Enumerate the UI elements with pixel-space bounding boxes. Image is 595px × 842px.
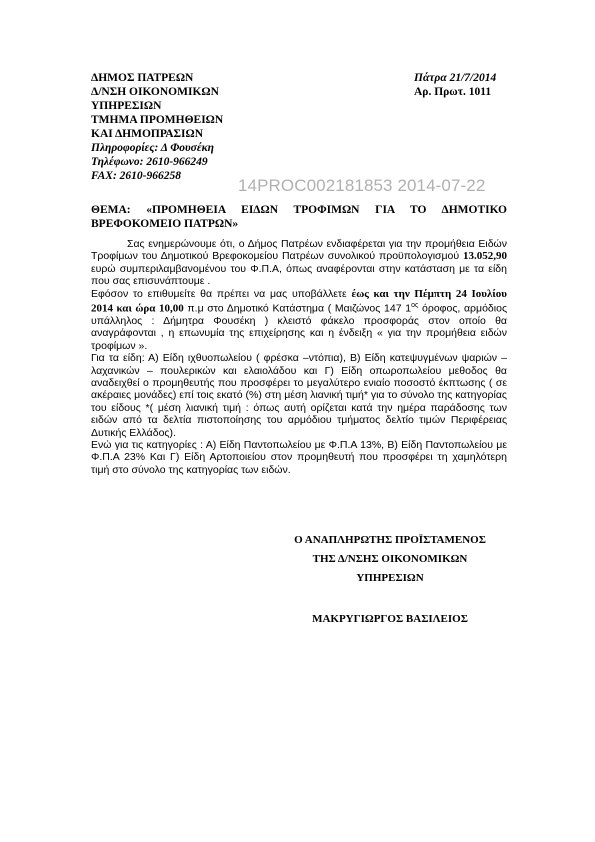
subject-line: ΘΕΜΑ: «ΠΡΟΜΗΘΕΙΑ ΕΙΔΩΝ ΤΡΟΦΙΜΩΝ ΓΙΑ ΤΟ ΔΗΜΟΤΙΚΟ ΒΡΕΦΟΚΟΜΕΙΟ ΠΑΤΡΩΝ» (91, 204, 507, 230)
signer-name: ΜΑΚΡΥΓΙΩΡΓΟΣ ΒΑΣΙΛΕΙΟΣ (312, 613, 468, 625)
intro-text-b: ευρώ συμπεριλαμβανομένου του Φ.Π.Α, όπως αναφέρονται στην κατάσταση με τα είδη που σας επισυνάπτουμε . (91, 262, 507, 288)
issuer-block (91, 71, 223, 141)
signature-title-line: Ο ΑΝΑΠΛΗΡΩΤΗΣ ΠΡΟΪΣΤΑΜΕΝΟΣ (294, 534, 486, 546)
submission-deadline: έως και την Πέμπτη 24 Ιουλίου 2014 και ώρα 10,00 (91, 287, 507, 315)
paragraph-submission (91, 288, 507, 353)
ada-stamp: 14PROC002181853 2014-07-22 (238, 176, 486, 195)
protocol-number: Αρ. Πρωτ. 1011 (414, 86, 492, 98)
place-date: Πάτρα 21/7/2014 (414, 72, 497, 84)
signature-title-line: ΤΗΣ Δ/ΝΣΗΣ ΟΙΚΟΝΟΜΙΚΩΝ (312, 553, 468, 565)
floor-superscript: ος (411, 302, 419, 310)
issuer-line: ΚΑΙ ΔΗΜΟΠΡΑΣΙΩΝ (91, 128, 204, 140)
budget-amount: 13.052,90 (463, 250, 507, 263)
date-protocol-block (414, 71, 496, 99)
issuer-line: ΤΜΗΜΑ ΠΡΟΜΗΘΕΙΩΝ (91, 114, 224, 126)
contact-fax: FAX: 2610-966258 (91, 170, 181, 182)
submission-text-b: π.μ στο Δημοτικό Κατάστημα ( Μαιζώνος 147 1 (183, 302, 412, 315)
contact-block (91, 141, 214, 183)
submission-text-a: Εφόσον το επιθυμείτε θα πρέπει να μας υποβάλλετε (91, 287, 352, 300)
contact-phone: Τηλέφωνο: 2610-966249 (91, 156, 208, 168)
issuer-line: ΔΗΜΟΣ ΠΑΤΡΕΩΝ (91, 72, 194, 84)
signature-title (250, 531, 530, 588)
submission-text-c: όροφος, αρμόδιος υπάλληλος : Δήμητρα Φουσέκη ) κλειστό φάκελο προσφοράς στον οποίο θα αναγράφονται , η επωνυμία της επιχείρησης και η ένδειξη « για την προμήθεια ειδών τροφίμων ». (91, 302, 507, 352)
paragraph-categories: Ενώ για τις κατηγορίες : Α) Είδη Παντοπωλείου με Φ.Π.Α 13%, Β) Είδη Παντοπωλείου με Φ.Π.Α 23% Και Γ) Είδη Αρτοποιείου στον προμηθευτή που προσφέρει τη χαμηλότερη τιμή στο σύνολο της κατηγορίας των ειδών. (91, 439, 507, 476)
signature-title-line: ΥΠΗΡΕΣΙΩΝ (356, 572, 424, 584)
paragraph-criteria: Για τα είδη: Α) Είδη ιχθυοπωλείου ( φρέσκα –ντόπια), Β) Είδη κατεψυγμένων ψαριών –λαχανικών – πουλερικών και ελαιολάδου και Γ) Είδη οπωροπωλείου μεθοδος θα αναδειχθεί ο προμηθευτής που προσφέρει το μεγαλύτερο ενιαίο ποσοστό έκπτωσης ( σε ακέραιες μονάδες) επί τοις εκατό (%) στη μέση λιανική τιμή* για το σύνολο της κατηγορίας του είδους *( μέση λιανική τιμή : όπως αυτή ορίζεται κατά την ημέρα παράδοσης των ειδών από τα δελτία πιστοποίησης του αρμόδιου τμήματος δελτίο τιμών Περιφέρειας Δυτικής Ελλάδος). (91, 352, 507, 439)
intro-text-a: Σας ενημερώνουμε ότι, ο Δήμος Πατρέων ενδιαφέρεται για την προμήθεια Ειδών Τροφίμων του Δημοτικού Βρεφοκομείου Πατρέων συνολικού προϋπολογισμού (91, 238, 507, 263)
paragraph-intro (91, 238, 507, 288)
contact-person: Πληροφορίες: Δ Φουσέκη (91, 142, 214, 154)
letter-body (91, 238, 507, 476)
issuer-line: ΥΠΗΡΕΣΙΩΝ (91, 100, 162, 112)
issuer-line: Δ/ΝΣΗ ΟΙΚΟΝΟΜΙΚΩΝ (91, 86, 219, 98)
